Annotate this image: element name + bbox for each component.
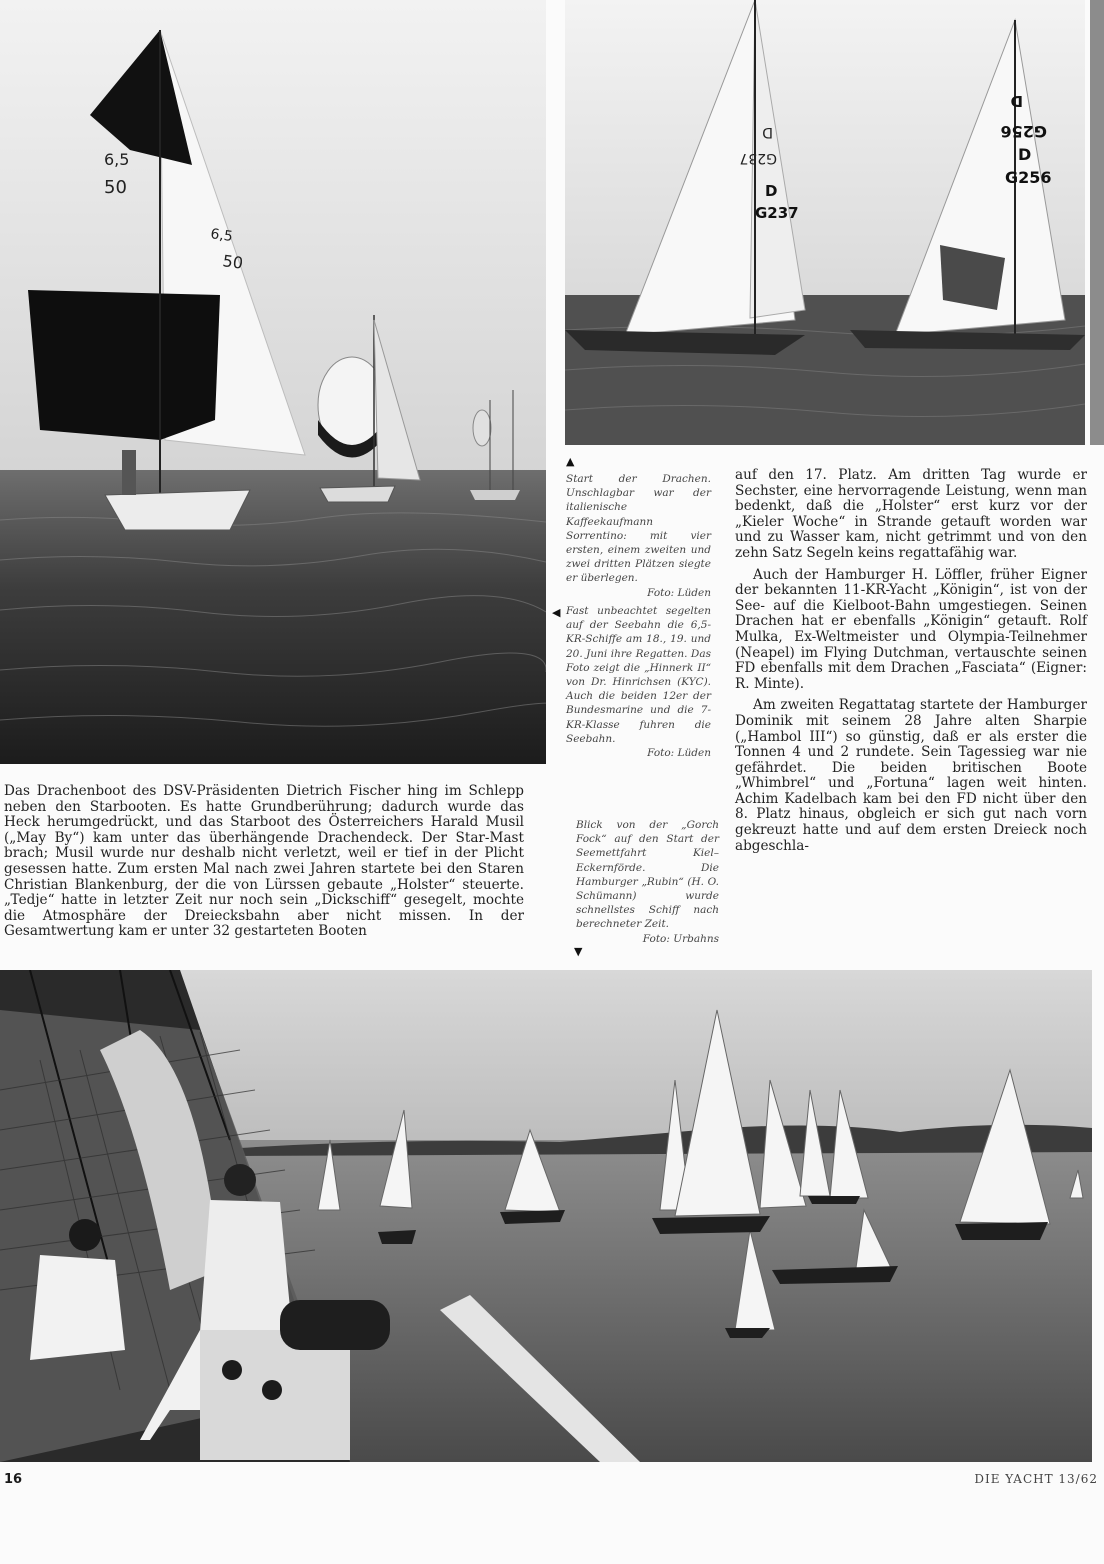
article-column-right bbox=[735, 468, 1087, 860]
caption-seebahn bbox=[566, 604, 711, 760]
caption-text: Start der Drachen. Unschlagbar war der italienische Kaffeekaufmann Sorrentino: mit vier ersten, einem zweiten und zwei dritten Plätzen siegte er überlegen. bbox=[566, 473, 711, 585]
sail-number: G237 bbox=[755, 204, 799, 222]
sail-number: G237 bbox=[739, 150, 777, 166]
sail-number: 50 bbox=[221, 251, 245, 273]
page-edge-strip bbox=[1090, 0, 1104, 445]
sail-number: 50 bbox=[104, 177, 127, 198]
article-paragraph: Am zweiten Regattatag startete der Hamburger Dominik mit seinem 28 Jahre alten Sharpie („Hambol III“) so günstig, daß er als erster die Tonnen 4 und 2 rundete. Sein Tagessieg war nie gefährdet. Die beiden britischen Boote „Whimbrel“ und „Fortuna“ lagen weit hinten. Achim Kadelbach kam bei den FD nicht über den 8. Platz hinaus, obgleich er sich gut nach vorn gekreuzt hatte und auf dem ersten Dreieck noch abgeschla- bbox=[735, 697, 1087, 854]
sail-number: D bbox=[762, 124, 773, 140]
sail-number: D bbox=[765, 182, 778, 200]
caption-start-drachen bbox=[566, 472, 711, 600]
magazine-footer: DIE YACHT 13/62 bbox=[974, 1472, 1098, 1486]
caption-text: Blick von der „Gorch Fock“ auf den Start der Seemettfahrt Kiel–Eckernförde. Die Hamburger „Rubin“ (H. O. Schümann) wurde schnellstes Schiff nach berechneter Zeit. bbox=[576, 819, 719, 931]
photo-credit: Foto: Lüden bbox=[647, 586, 711, 599]
caption-text: Fast unbeachtet segelten auf der Seebahn die 6,5-KR-Schiffe am 18., 19. und 20. Juni ihre Regatten. Das Foto zeigt die „Hinnerk II“ von Dr. Hinrichsen (KYC). Auch die beiden 12er der Bundesmarine und die 7-KR-Klasse fuhren die Seebahn. bbox=[566, 605, 711, 745]
caption-gorch-fock bbox=[576, 818, 719, 946]
photo-gorch-fock bbox=[0, 970, 1092, 1462]
photo-credit: Foto: Urbahns bbox=[642, 932, 719, 945]
sail-number: 6,5 bbox=[104, 150, 130, 169]
article-paragraph: auf den 17. Platz. Am dritten Tag wurde er Sechster, eine hervorragende Leistung, wenn man bedenkt, daß die „Holster“ erst kurz vor der „Kieler Woche“ in Strande getauft worden war und zu Wasser kam, nicht getrimmt und von den zehn Satz Segeln keins regattafähig war. bbox=[735, 467, 1087, 561]
sail-number: G256 bbox=[1000, 122, 1047, 141]
sail-number: 6,5 bbox=[209, 226, 234, 246]
article-column-left bbox=[4, 784, 524, 946]
sail-number: G256 bbox=[1005, 168, 1052, 187]
photo-hinnerk-ii bbox=[0, 0, 546, 764]
article-paragraph: Auch der Hamburger H. Löffler, früher Eigner der bekannten 11-KR-Yacht „Königin“, ist von der See- auf die Kielboot-Bahn umgestiegen. Seinen Drachen hat er ebenfalls „Königin“ getauft. Rolf Mulka, Ex-Weltmeister und Olympia-Teilnehmer (Neapel) im Flying Dutchman, vertauschte seinen FD ebenfalls mit dem Drachen „Fasciata“ (Eigner: R. Minte). bbox=[735, 566, 1087, 692]
sail-number: D bbox=[1010, 92, 1023, 110]
caption-arrow-up: ▲ bbox=[566, 455, 575, 468]
caption-arrow-down: ▼ bbox=[574, 945, 583, 958]
page-number: 16 bbox=[4, 1472, 23, 1487]
photo-credit: Foto: Lüden bbox=[647, 747, 711, 760]
article-paragraph: Das Drachenboot des DSV-Präsidenten Dietrich Fischer hing im Schlepp neben den Starbooten. Es hatte Grundberührung; dadurch wurde das Heck herumgedrückt, und das Starboot des Österreichers Harald Musil („May By“) kam unter das überhängende Drachendeck. Der Star-Mast brach; Musil wurde nur deshalb nicht verletzt, weil er tief in der Plicht gesessen hatte. Zum ersten Mal nach zwei Jahren startete bei den Staren Christian Blankenburg, der die von Lürssen gebaute „Holster“ steuerte. „Tedje“ hatte in letzter Zeit nur noch sein „Dickschiff“ gesegelt, mochte die Atmosphäre der Dreiecksbahn aber nicht missen. In der Gesamtwertung kam er unter 32 gestarteten Booten bbox=[4, 783, 524, 940]
photo-drachen-start bbox=[565, 0, 1085, 445]
sail-number: D bbox=[1018, 145, 1032, 164]
caption-arrow-left: ◀ bbox=[552, 606, 561, 619]
